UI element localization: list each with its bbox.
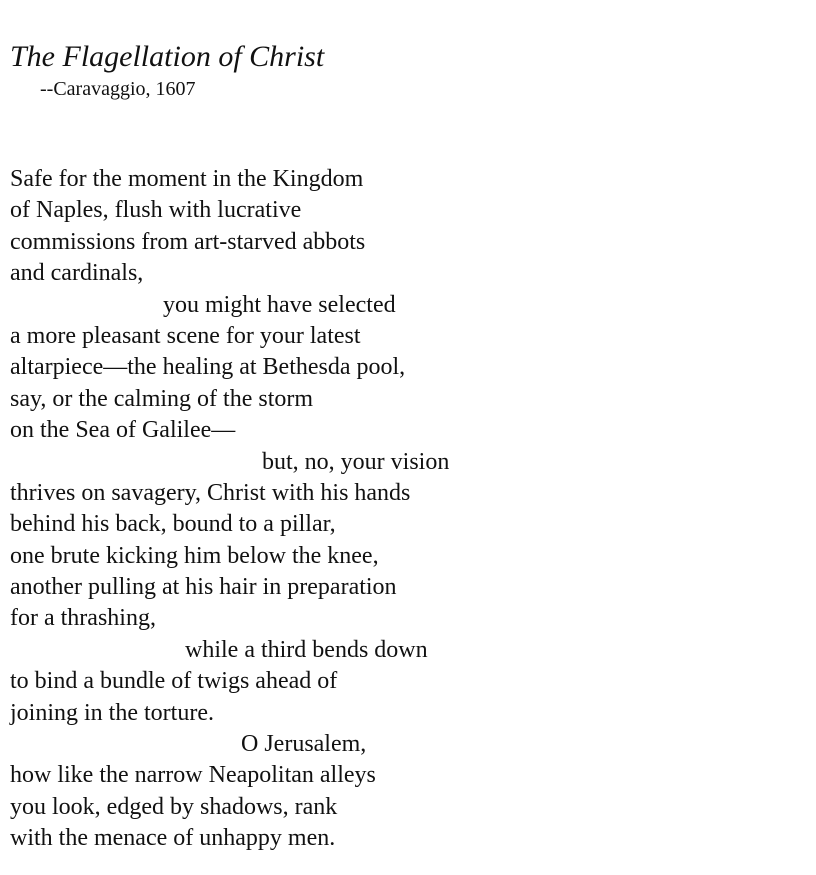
poem-line-indented: O Jerusalem, <box>241 731 367 758</box>
poem-line: with the menace of unhappy men. <box>10 825 336 852</box>
poem-line: Safe for the moment in the Kingdom <box>10 166 364 192</box>
poem-title: The Flagellation of Christ <box>10 40 325 73</box>
poem-line: on the Sea of Galilee— <box>10 417 236 444</box>
poem-line: another pulling at his hair in preparation <box>10 574 397 601</box>
poem-line: behind his back, bound to a pillar, <box>10 511 336 538</box>
poem-line: and cardinals, <box>10 260 144 287</box>
poem-line: altarpiece—the healing at Bethesda pool, <box>10 354 406 381</box>
poem-line-indented: you might have selected <box>163 291 396 318</box>
poem-line: say, or the calming of the storm <box>10 385 314 412</box>
poem-line: thrives on savagery, Christ with his hands <box>10 479 411 506</box>
poem-line: commissions from art-starved abbots <box>10 228 366 255</box>
poem-line: a more pleasant scene for your latest <box>10 322 361 349</box>
poem-attribution: --Caravaggio, 1607 <box>40 78 196 100</box>
poem-line: to bind a bundle of twigs ahead of <box>10 668 338 695</box>
poem-line: you look, edged by shadows, rank <box>10 793 338 820</box>
poem-line: one brute kicking him below the knee, <box>10 542 379 569</box>
poem-line-indented: but, no, your vision <box>262 448 450 475</box>
poem-line: how like the narrow Neapolitan alleys <box>10 762 376 789</box>
poem-line: for a thrashing, <box>10 605 156 632</box>
poem-line: joining in the torture. <box>10 699 214 726</box>
poem-line-indented: while a third bends down <box>185 636 428 663</box>
poem-line: of Naples, flush with lucrative <box>10 197 302 224</box>
poem-body <box>10 164 449 855</box>
